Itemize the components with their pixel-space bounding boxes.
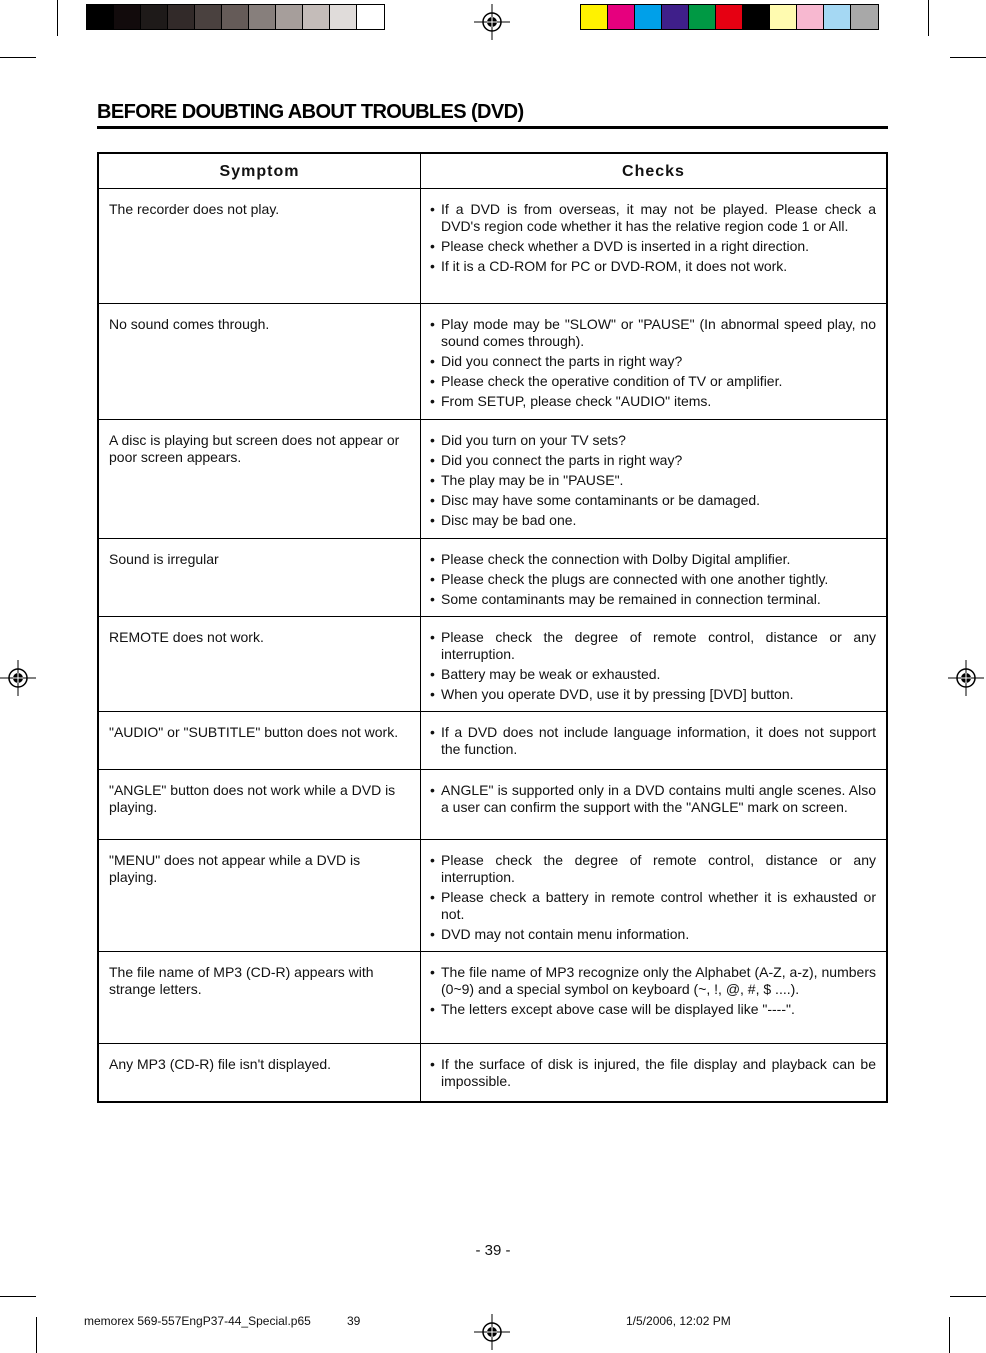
checks-cell (421, 1044, 886, 1101)
symptom-cell: No sound comes through. (99, 304, 421, 419)
check-item: • Did you connect the parts in right way? (429, 353, 876, 370)
checks-cell (421, 617, 886, 711)
check-item: • Disc may have some contaminants or be damaged. (429, 492, 876, 509)
check-item: • The play may be in "PAUSE". (429, 472, 876, 489)
crop-mark (928, 0, 929, 36)
color-swatch (662, 5, 689, 29)
crosshair-registration-mark-icon (0, 660, 36, 696)
check-item: • Please check the degree of remote control, distance or any interruption. (429, 629, 876, 663)
color-swatch (824, 5, 851, 29)
symptom-cell: "ANGLE" button does not work while a DVD is playing. (99, 770, 421, 839)
table-row (99, 769, 886, 839)
color-swatch (303, 5, 330, 29)
color-swatch (168, 5, 195, 29)
check-item: • Please check the operative condition of TV or amplifier. (429, 373, 876, 390)
color-swatch (330, 5, 357, 29)
check-item: • Please check whether a DVD is inserted in a right direction. (429, 238, 876, 255)
check-list (429, 1056, 876, 1090)
color-swatch (851, 5, 878, 29)
crosshair-registration-mark-icon (948, 660, 984, 696)
color-swatch (743, 5, 770, 29)
check-item: • Did you connect the parts in right way? (429, 452, 876, 469)
color-swatch (608, 5, 635, 29)
check-item: • If it is a CD-ROM for PC or DVD-ROM, it does not work. (429, 258, 876, 275)
symptom-cell: "MENU" does not appear while a DVD is playing. (99, 840, 421, 951)
checks-cell (421, 539, 886, 616)
table-row (99, 616, 886, 711)
symptom-cell: The file name of MP3 (CD-R) appears with strange letters. (99, 952, 421, 1043)
crop-mark (0, 1296, 36, 1297)
crop-mark (36, 1317, 37, 1353)
page-title: BEFORE DOUBTING ABOUT TROUBLES (DVD) (97, 101, 524, 123)
table-row (99, 711, 886, 769)
symptom-cell: The recorder does not play. (99, 189, 421, 303)
checks-cell (421, 304, 886, 419)
footer-date: 1/5/2006, 12:02 PM (626, 1314, 731, 1328)
troubleshooting-table (97, 152, 888, 1103)
checks-cell (421, 770, 886, 839)
check-item: • Play mode may be "SLOW" or "PAUSE" (In abnormal speed play, no sound comes through). (429, 316, 876, 350)
title-underline (97, 126, 888, 129)
check-list (429, 629, 876, 703)
color-swatch (770, 5, 797, 29)
footer-page-number: 39 (347, 1314, 361, 1328)
check-item: • The file name of MP3 recognize only the Alphabet (A-Z, a-z), numbers (0~9) and a special symbol on keyboard (~, !, @, #, $ ....). (429, 964, 876, 998)
color-swatch (797, 5, 824, 29)
check-list (429, 316, 876, 410)
check-item: • The letters except above case will be displayed like "----". (429, 1001, 876, 1018)
check-list (429, 551, 876, 608)
crosshair-registration-mark-icon (474, 4, 510, 40)
table-row (99, 303, 886, 419)
color-swatch (357, 5, 384, 29)
color-swatch (249, 5, 276, 29)
check-list (429, 432, 876, 529)
table-row (99, 188, 886, 303)
check-list (429, 201, 876, 275)
symptom-cell: Any MP3 (CD-R) file isn't displayed. (99, 1044, 421, 1101)
column-header-checks: Checks (622, 162, 685, 180)
color-calibration-bar-gray (86, 4, 385, 30)
crop-mark (0, 57, 36, 58)
table-row (99, 1043, 886, 1101)
color-swatch (689, 5, 716, 29)
table-header-row (99, 154, 886, 188)
check-item: • If the surface of disk is injured, the file display and playback can be impossible. (429, 1056, 876, 1090)
table-row (99, 538, 886, 616)
table-row (99, 951, 886, 1043)
check-item: • ANGLE" is supported only in a DVD contains multi angle scenes. Also a user can confirm the support with the "ANGLE" mark on screen. (429, 782, 876, 816)
color-swatch (222, 5, 249, 29)
check-list (429, 782, 876, 816)
check-item: • Some contaminants may be remained in connection terminal. (429, 591, 876, 608)
color-swatch (195, 5, 222, 29)
check-list (429, 852, 876, 943)
crosshair-registration-mark-icon (474, 1314, 510, 1350)
table-row (99, 419, 886, 538)
check-item: • Please check the plugs are connected with one another tightly. (429, 571, 876, 588)
check-list (429, 724, 876, 758)
color-swatch (114, 5, 141, 29)
check-list (429, 964, 876, 1018)
page-number: - 39 - (475, 1242, 511, 1259)
check-item: • From SETUP, please check "AUDIO" items. (429, 393, 876, 410)
symptom-cell: Sound is irregular (99, 539, 421, 616)
check-item: • Did you turn on your TV sets? (429, 432, 876, 449)
symptom-cell: "AUDIO" or "SUBTITLE" button does not work. (99, 712, 421, 769)
color-swatch (141, 5, 168, 29)
check-item: • If a DVD does not include language information, it does not support the function. (429, 724, 876, 758)
symptom-cell: REMOTE does not work. (99, 617, 421, 711)
check-item: • If a DVD is from overseas, it may not be played. Please check a DVD's region code whether it has the relative region code 1 or All. (429, 201, 876, 235)
check-item: • When you operate DVD, use it by pressing [DVD] button. (429, 686, 876, 703)
checks-cell (421, 420, 886, 538)
color-swatch (716, 5, 743, 29)
color-swatch (635, 5, 662, 29)
symptom-cell: A disc is playing but screen does not appear or poor screen appears. (99, 420, 421, 538)
table-row (99, 839, 886, 951)
color-swatch (276, 5, 303, 29)
checks-cell (421, 712, 886, 769)
checks-cell (421, 952, 886, 1043)
check-item: • Disc may be bad one. (429, 512, 876, 529)
crop-mark (950, 1296, 986, 1297)
checks-cell (421, 189, 886, 303)
crop-mark (950, 57, 986, 58)
check-item: • Please check the degree of remote control, distance or any interruption. (429, 852, 876, 886)
crop-mark (57, 0, 58, 36)
check-item: • Please check the connection with Dolby Digital amplifier. (429, 551, 876, 568)
color-swatch (87, 5, 114, 29)
footer-file-name: memorex 569-557EngP37-44_Special.p65 (84, 1314, 311, 1328)
table-body (99, 188, 886, 1101)
checks-cell (421, 840, 886, 951)
check-item: • Battery may be weak or exhausted. (429, 666, 876, 683)
color-calibration-bar-color (580, 4, 879, 30)
check-item: • DVD may not contain menu information. (429, 926, 876, 943)
crop-mark (949, 1317, 950, 1353)
color-swatch (581, 5, 608, 29)
column-header-symptom: Symptom (99, 154, 421, 188)
check-item: • Please check a battery in remote control whether it is exhausted or not. (429, 889, 876, 923)
